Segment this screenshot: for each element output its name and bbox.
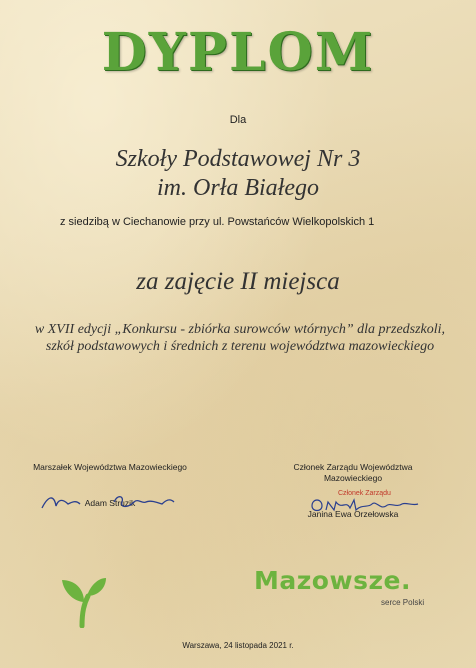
logo-tagline: serce Polski <box>381 598 425 607</box>
right-signer-role: Członek Zarządu Województwa Mazowieckiego <box>293 462 413 483</box>
recipient-name-line2: im. Orła Białego <box>157 175 319 201</box>
left-signer-name: Adam Struzik <box>84 498 136 508</box>
for-label: Dla <box>229 114 247 126</box>
left-signer-role: Marszałek Województwa Mazowieckiego <box>33 462 187 472</box>
stamp-text: Członek Zarządu <box>338 490 391 497</box>
award-place: za zajęcie II miejsca <box>136 268 340 295</box>
award-description: w XVII edycji „Konkursu - zbiórka surowców wtórnych” dla przedszkoli, szkół podstawowych i średnich z terenu województwa mazowieckiego <box>34 322 446 354</box>
left-handwritten-signature <box>38 490 178 514</box>
mazowsze-logo: Mazowsze. <box>254 566 411 595</box>
diploma-title: DYPLOM <box>101 22 375 83</box>
sprout-logo-icon <box>58 572 108 628</box>
right-handwritten-signature <box>306 494 426 516</box>
recipient-address: z siedzibą w Ciechanowie przy ul. Powstańców Wielkopolskich 1 <box>60 216 375 228</box>
recipient-name-line1: Szkoły Podstawowej Nr 3 <box>115 146 361 172</box>
issue-date-place: Warszawa, 24 listopada 2021 r. <box>182 641 294 650</box>
right-signer-name: Janina Ewa Orzełowska <box>307 509 399 519</box>
